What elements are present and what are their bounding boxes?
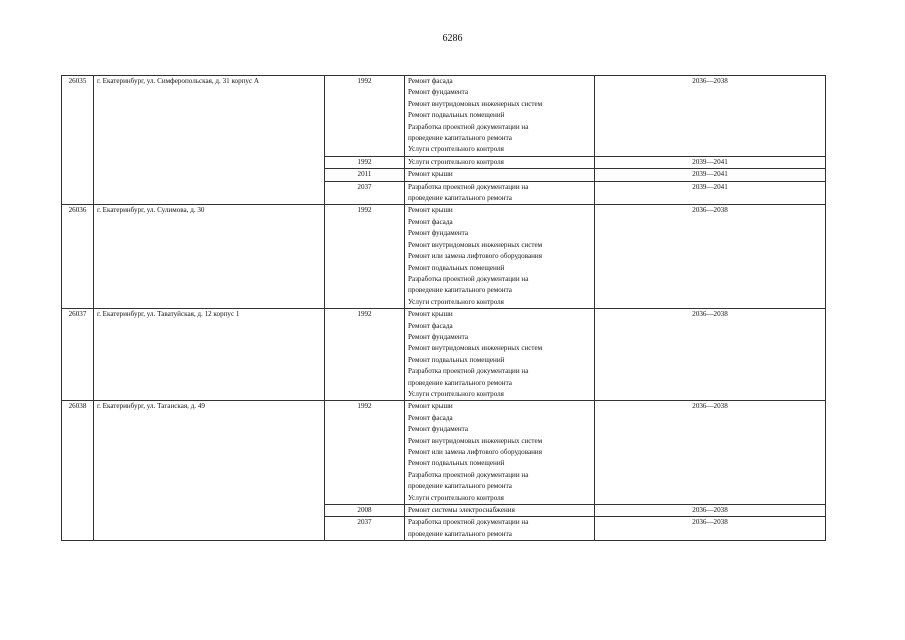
period-cell: 2036—2038 bbox=[595, 401, 826, 505]
works-cell bbox=[405, 517, 595, 541]
work-item: Разработка проектной документации на bbox=[408, 182, 529, 191]
works-cell bbox=[405, 169, 595, 181]
period-cell: 2036—2038 bbox=[595, 505, 826, 517]
house-number-cell: 26038 bbox=[62, 401, 94, 541]
year-cell: 1992 bbox=[325, 76, 405, 157]
work-item: Ремонт внутридомовых инженерных систем bbox=[408, 436, 543, 445]
works-cell bbox=[405, 205, 595, 309]
work-item: Услуги строительного контроля bbox=[408, 493, 504, 502]
work-item: Ремонт фундамента bbox=[408, 229, 468, 238]
work-item: Услуги строительного контроля bbox=[408, 389, 504, 398]
works-cell bbox=[405, 505, 595, 517]
period-cell: 2039—2041 bbox=[595, 156, 826, 168]
year-cell: 2037 bbox=[325, 517, 405, 541]
work-item: Ремонт фасада bbox=[408, 77, 453, 85]
work-item: Ремонт или замена лифтового оборудования bbox=[408, 448, 542, 456]
work-item: проведение капитального ремонта bbox=[408, 482, 512, 491]
works-cell bbox=[405, 181, 595, 205]
work-item: Услуги строительного контроля bbox=[408, 145, 504, 154]
work-item: Услуги строительного контроля bbox=[408, 297, 504, 306]
year-cell: 2037 bbox=[325, 181, 405, 205]
address-cell: г. Екатеринбург, ул. Таватуйская, д. 12 корпус 1 bbox=[94, 309, 325, 401]
work-item: Услуги строительного контроля bbox=[408, 157, 504, 166]
work-item: Ремонт внутридомовых инженерных систем bbox=[408, 240, 543, 249]
year-cell: 2011 bbox=[325, 169, 405, 181]
works-cell bbox=[405, 76, 595, 157]
works-cell bbox=[405, 156, 595, 168]
house-number-cell: 26036 bbox=[62, 205, 94, 309]
work-item: Ремонт системы электроснабжения bbox=[408, 506, 515, 515]
work-item: проведение капитального ремонта bbox=[408, 378, 512, 387]
work-item: Разработка проектной документации на bbox=[408, 122, 529, 131]
period-cell: 2039—2041 bbox=[595, 181, 826, 205]
work-item: Ремонт фундамента bbox=[408, 88, 468, 97]
period-cell: 2036—2038 bbox=[595, 76, 826, 157]
work-item: Ремонт внутридомовых инженерных систем bbox=[408, 99, 543, 108]
works-cell bbox=[405, 309, 595, 401]
address-cell: г. Екатеринбург, ул. Сулимова, д. 30 bbox=[94, 205, 325, 309]
period-cell: 2036—2038 bbox=[595, 205, 826, 309]
work-item: Ремонт фасада bbox=[408, 217, 453, 226]
address-cell: г. Екатеринбург, ул. Таганская, д. 49 bbox=[94, 401, 325, 541]
work-item: проведение капитального ремонта bbox=[408, 529, 512, 538]
work-item: Ремонт крыши bbox=[408, 170, 453, 179]
house-number-cell: 26035 bbox=[62, 76, 94, 205]
works-cell bbox=[405, 401, 595, 505]
period-cell: 2039—2041 bbox=[595, 169, 826, 181]
work-item: Ремонт фундамента bbox=[408, 332, 468, 341]
work-item: Ремонт фасада bbox=[408, 321, 453, 330]
work-item: Разработка проектной документации на bbox=[408, 470, 529, 479]
work-item: Разработка проектной документации на bbox=[408, 367, 529, 376]
period-cell: 2036—2038 bbox=[595, 309, 826, 401]
work-item: Разработка проектной документации на bbox=[408, 274, 529, 283]
capital-repair-table bbox=[61, 75, 826, 541]
year-cell: 1992 bbox=[325, 156, 405, 168]
work-item: Ремонт крыши bbox=[408, 206, 453, 215]
work-item: Ремонт фундамента bbox=[408, 425, 468, 434]
year-cell: 1992 bbox=[325, 401, 405, 505]
period-cell: 2036—2038 bbox=[595, 517, 826, 541]
year-cell: 2008 bbox=[325, 505, 405, 517]
work-item: Ремонт подвальных помещений bbox=[408, 459, 505, 468]
work-item: Ремонт подвальных помещений bbox=[408, 355, 505, 364]
work-item: Ремонт подвальных помещений bbox=[408, 263, 505, 272]
work-item: проведение капитального ремонта bbox=[408, 194, 512, 203]
year-cell: 1992 bbox=[325, 205, 405, 309]
work-item: Ремонт внутридомовых инженерных систем bbox=[408, 344, 543, 353]
work-item: Ремонт крыши bbox=[408, 310, 453, 319]
work-item: Ремонт фасада bbox=[408, 413, 453, 422]
page-number: 6286 bbox=[442, 33, 463, 44]
year-cell: 1992 bbox=[325, 309, 405, 401]
work-item: проведение капитального ремонта bbox=[408, 134, 512, 143]
work-item: Ремонт подвальных помещений bbox=[408, 111, 505, 120]
table-row bbox=[62, 401, 826, 505]
work-item: Ремонт крыши bbox=[408, 402, 453, 411]
work-item: Ремонт или замена лифтового оборудования bbox=[408, 252, 542, 261]
work-item: Разработка проектной документации на bbox=[408, 518, 529, 527]
table-row bbox=[62, 205, 826, 309]
address-cell: г. Екатеринбург, ул. Симферопольская, д. 31 корпус А bbox=[94, 76, 325, 205]
table-row bbox=[62, 309, 826, 401]
work-item: проведение капитального ремонта bbox=[408, 286, 512, 295]
house-number-cell: 26037 bbox=[62, 309, 94, 401]
table-row bbox=[62, 76, 826, 157]
